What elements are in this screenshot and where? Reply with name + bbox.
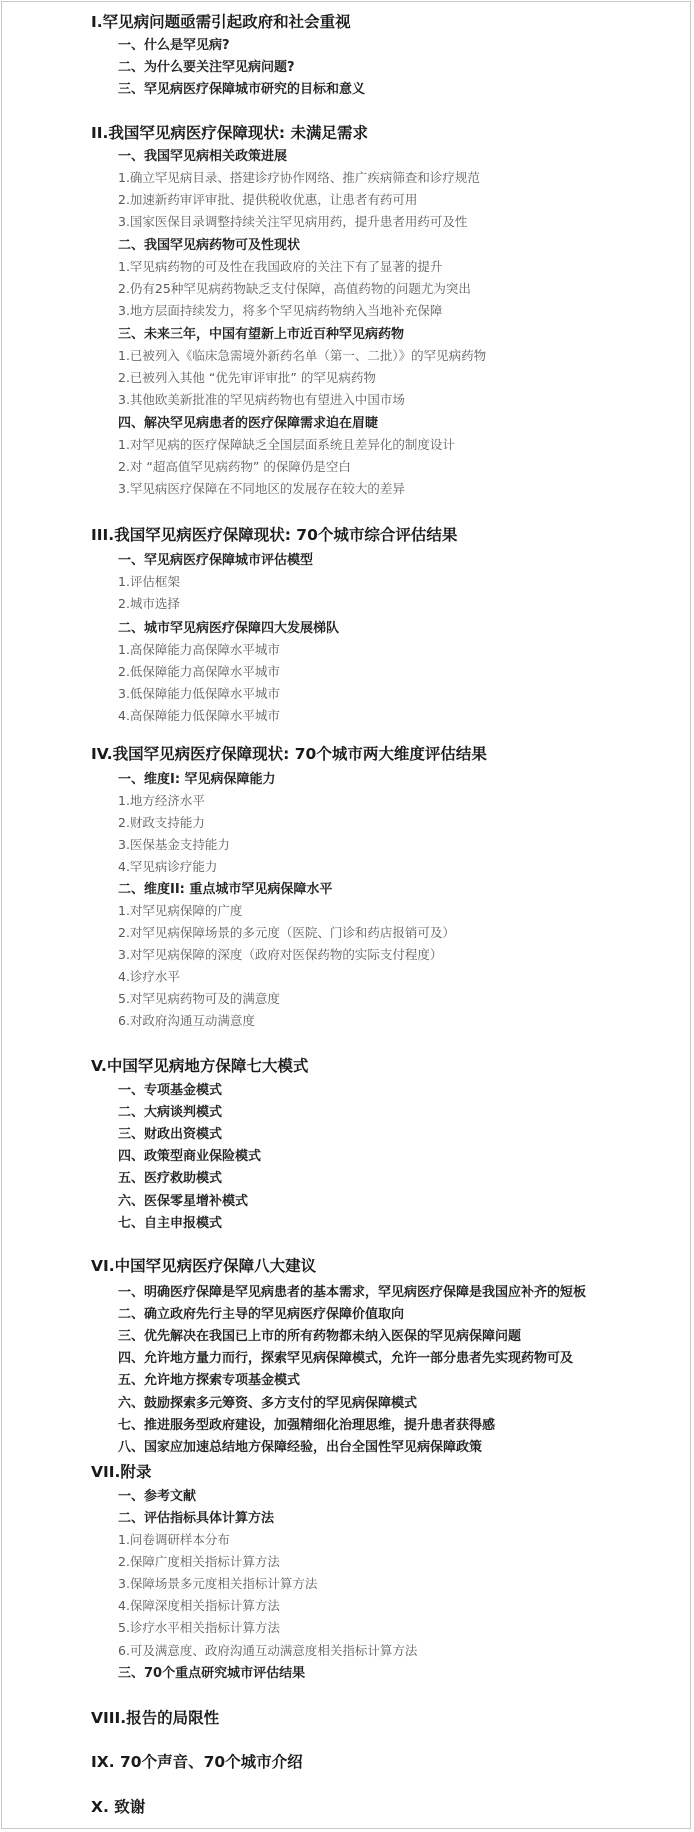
section-heading: VIII.报告的局限性 — [91, 1709, 220, 1727]
toc-item: 1.地方经济水平 — [118, 793, 205, 808]
subsection-heading: 六、鼓励探索多元筹资、多方支付的罕见病保障模式 — [118, 1396, 418, 1411]
section-heading: V.中国罕见病地方保障七大模式 — [91, 1057, 309, 1075]
toc-item: 2.仍有25种罕见病药物缺乏支付保障，高值药物的问题尤为突出 — [118, 281, 471, 296]
toc-item: 1.对罕见病保障的广度 — [118, 903, 243, 918]
subsection-heading: 二、确立政府先行主导的罕见病医疗保障价值取向 — [118, 1307, 405, 1322]
toc-item: 6.对政府沟通互动满意度 — [118, 1013, 255, 1028]
subsection-heading: 六、医保零星增补模式 — [118, 1194, 249, 1209]
toc-item: 2.低保障能力高保障水平城市 — [118, 664, 280, 679]
toc-item: 4.罕见病诊疗能力 — [118, 859, 218, 874]
table-of-contents — [1, 1, 691, 1829]
subsection-heading: 一、罕见病医疗保障城市评估模型 — [118, 553, 314, 568]
subsection-heading: 三、财政出资模式 — [118, 1127, 223, 1142]
toc-item: 4.保障深度相关指标计算方法 — [118, 1598, 280, 1613]
section-heading: X. 致谢 — [91, 1798, 146, 1816]
toc-item: 4.高保障能力低保障水平城市 — [118, 708, 280, 723]
subsection-heading: 四、政策型商业保险模式 — [118, 1149, 262, 1164]
toc-item: 6.可及满意度、政府沟通互动满意度相关指标计算方法 — [118, 1643, 418, 1658]
section-heading: I.罕见病问题亟需引起政府和社会重视 — [91, 13, 351, 31]
toc-item: 1.已被列入《临床急需境外新药名单（第一、二批）》的罕见病药物 — [118, 348, 487, 363]
subsection-heading: 七、推进服务型政府建设，加强精细化治理思维，提升患者获得感 — [118, 1418, 496, 1433]
toc-item: 3.其他欧美新批准的罕见病药物也有望进入中国市场 — [118, 392, 405, 407]
toc-item: 1.评估框架 — [118, 574, 180, 589]
section-heading: VI.中国罕见病医疗保障八大建议 — [91, 1257, 317, 1275]
subsection-heading: 一、明确医疗保障是罕见病患者的基本需求，罕见病医疗保障是我国应补齐的短板 — [118, 1285, 587, 1300]
subsection-heading: 二、我国罕见病药物可及性现状 — [118, 238, 301, 253]
toc-item: 1.罕见病药物的可及性在我国政府的关注下有了显著的提升 — [118, 259, 443, 274]
subsection-heading: 三、优先解决在我国已上市的所有药物都未纳入医保的罕见病保障问题 — [118, 1329, 522, 1344]
toc-item: 4.诊疗水平 — [118, 969, 180, 984]
subsection-heading: 四、允许地方量力而行，探索罕见病保障模式，允许一部分患者先实现药物可及 — [118, 1351, 574, 1366]
section-heading: III.我国罕见病医疗保障现状: 70个城市综合评估结果 — [91, 526, 458, 544]
subsection-heading: 三、罕见病医疗保障城市研究的目标和意义 — [118, 82, 366, 97]
subsection-heading: 二、为什么要关注罕见病问题? — [118, 60, 295, 75]
subsection-heading: 四、解决罕见病患者的医疗保障需求迫在眉睫 — [118, 416, 379, 431]
subsection-heading: 一、什么是罕见病? — [118, 38, 230, 53]
section-heading: II.我国罕见病医疗保障现状: 未满足需求 — [91, 124, 369, 142]
section-heading: VII.附录 — [91, 1463, 152, 1481]
toc-item: 1.高保障能力高保障水平城市 — [118, 642, 280, 657]
toc-item: 2.加速新药审评审批、提供税收优惠，让患者有药可用 — [118, 192, 418, 207]
subsection-heading: 一、维度I: 罕见病保障能力 — [118, 772, 276, 787]
subsection-heading: 五、医疗救助模式 — [118, 1171, 223, 1186]
subsection-heading: 一、我国罕见病相关政策进展 — [118, 149, 288, 164]
toc-item: 5.对罕见病药物可及的满意度 — [118, 991, 280, 1006]
subsection-heading: 二、城市罕见病医疗保障四大发展梯队 — [118, 621, 340, 636]
section-heading: IV.我国罕见病医疗保障现状: 70个城市两大维度评估结果 — [91, 745, 487, 763]
toc-item: 3.国家医保目录调整持续关注罕见病用药，提升患者用药可及性 — [118, 214, 468, 229]
subsection-heading: 一、专项基金模式 — [118, 1083, 223, 1098]
section-heading: IX. 70个声音、70个城市介绍 — [91, 1753, 303, 1771]
toc-item: 1.确立罕见病目录、搭建诊疗协作网络、推广疾病筛查和诊疗规范 — [118, 170, 480, 185]
subsection-heading: 七、自主申报模式 — [118, 1216, 223, 1231]
subsection-heading: 二、大病谈判模式 — [118, 1105, 223, 1120]
toc-item: 3.对罕见病保障的深度（政府对医保药物的实际支付程度） — [118, 947, 443, 962]
toc-item: 3.罕见病医疗保障在不同地区的发展存在较大的差异 — [118, 481, 405, 496]
toc-item: 2.保障广度相关指标计算方法 — [118, 1554, 280, 1569]
toc-item: 1.问卷调研样本分布 — [118, 1532, 230, 1547]
subsection-heading: 三、70个重点研究城市评估结果 — [118, 1666, 306, 1681]
toc-item: 2.对罕见病保障场景的多元度（医院、门诊和药店报销可及） — [118, 925, 455, 940]
toc-item: 3.医保基金支持能力 — [118, 837, 230, 852]
toc-item: 1.对罕见病的医疗保障缺乏全国层面系统且差异化的制度设计 — [118, 437, 455, 452]
toc-item: 2.对 “超高值罕见病药物” 的保障仍是空白 — [118, 459, 351, 474]
subsection-heading: 一、参考文献 — [118, 1489, 197, 1504]
toc-item: 2.财政支持能力 — [118, 815, 205, 830]
subsection-heading: 二、维度II: 重点城市罕见病保障水平 — [118, 882, 333, 897]
toc-item: 3.保障场景多元度相关指标计算方法 — [118, 1576, 318, 1591]
subsection-heading: 五、允许地方探索专项基金模式 — [118, 1373, 301, 1388]
toc-item: 5.诊疗水平相关指标计算方法 — [118, 1620, 280, 1635]
subsection-heading: 二、评估指标具体计算方法 — [118, 1511, 275, 1526]
toc-item: 3.低保障能力低保障水平城市 — [118, 686, 280, 701]
toc-item: 3.地方层面持续发力，将多个罕见病药物纳入当地补充保障 — [118, 303, 443, 318]
subsection-heading: 八、国家应加速总结地方保障经验，出台全国性罕见病保障政策 — [118, 1440, 483, 1455]
toc-item: 2.城市选择 — [118, 596, 180, 611]
subsection-heading: 三、未来三年，中国有望新上市近百种罕见病药物 — [118, 327, 405, 342]
toc-item: 2.已被列入其他 “优先审评审批” 的罕见病药物 — [118, 370, 376, 385]
